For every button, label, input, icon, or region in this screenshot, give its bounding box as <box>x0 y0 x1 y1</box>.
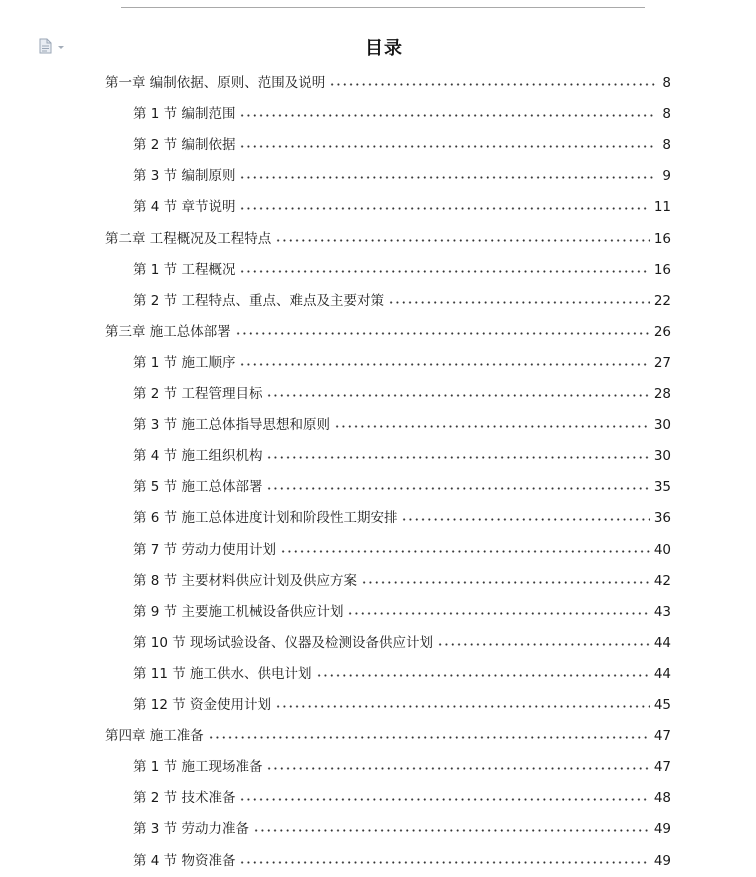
toc-dot-leader <box>239 797 649 802</box>
toc-dot-leader <box>388 300 650 305</box>
toc-entry-label: 第 11 节 施工供水、供电计划 <box>133 665 312 682</box>
toc-entry-label: 第三章 施工总体部署 <box>105 323 231 340</box>
toc-section-entry[interactable] <box>133 508 671 528</box>
toc-page-number: 27 <box>653 354 671 371</box>
toc-page-number: 43 <box>653 603 671 620</box>
toc-page-number: 26 <box>653 323 671 340</box>
toc-section-entry[interactable] <box>133 477 671 497</box>
toc-section-entry[interactable] <box>133 695 671 715</box>
toc-entry-label: 第 1 节 编制范围 <box>133 106 236 123</box>
toc-dot-leader <box>239 362 649 367</box>
toc-section-entry[interactable] <box>133 197 671 217</box>
toc-page-number: 40 <box>653 541 671 558</box>
toc-section-entry[interactable] <box>133 291 671 311</box>
toc-page-number: 28 <box>653 386 671 402</box>
toc-dot-leader <box>316 673 650 678</box>
toc-page-number: 8 <box>662 106 671 123</box>
toc-chapter-entry[interactable] <box>105 73 671 93</box>
toc-dot-leader <box>253 828 650 833</box>
toc-page-number: 16 <box>653 261 671 278</box>
toc-section-entry[interactable] <box>133 353 671 373</box>
toc-dot-leader <box>266 455 649 460</box>
toc-page-number: 36 <box>653 510 671 527</box>
toc-section-entry[interactable] <box>133 851 671 871</box>
toc-section-entry[interactable] <box>133 633 671 653</box>
toc-section-entry[interactable] <box>133 415 671 435</box>
toc-page-number: 49 <box>653 852 671 869</box>
toc-dot-leader <box>239 269 649 274</box>
toc-entry-label: 第 1 节 施工顺序 <box>133 354 236 371</box>
toc-entry-label: 第四章 施工准备 <box>105 728 204 745</box>
page-top-border <box>121 7 645 8</box>
toc-dot-leader <box>266 766 649 771</box>
toc-dot-leader <box>334 424 650 429</box>
toc-section-entry[interactable] <box>133 166 671 186</box>
toc-page-number: 47 <box>653 728 671 745</box>
toc-entry-label: 第 2 节 工程特点、重点、难点及主要对策 <box>133 292 384 309</box>
toc-entry-label: 第 3 节 施工总体指导思想和原则 <box>133 417 330 434</box>
toc-dot-leader <box>437 642 650 647</box>
toc-dot-leader <box>329 82 655 87</box>
toc-page-number: 42 <box>653 572 671 589</box>
toc-section-entry[interactable] <box>133 104 671 124</box>
toc-dot-leader <box>235 331 650 336</box>
toc-section-entry[interactable] <box>133 757 671 777</box>
toc-page-number: 45 <box>653 697 671 713</box>
toc-entry-label: 第 5 节 施工总体部署 <box>133 479 263 496</box>
toc-entry-label: 第 12 节 资金使用计划 <box>133 697 272 713</box>
toc-page-number: 30 <box>653 417 671 434</box>
toc-entry-label: 第 4 节 物资准备 <box>133 852 236 869</box>
toc-dot-leader <box>208 735 650 740</box>
toc-page-number: 44 <box>653 634 671 651</box>
toc-page-number: 47 <box>653 759 671 776</box>
toc-dot-leader <box>361 580 650 585</box>
toc-page-number: 49 <box>653 821 671 838</box>
toc-section-entry[interactable] <box>133 602 671 622</box>
toc-dot-leader <box>266 393 649 398</box>
toc-entry-label: 第 1 节 工程概况 <box>133 261 236 278</box>
toc-entry-label: 第 7 节 劳动力使用计划 <box>133 541 276 558</box>
toc-dot-leader <box>239 175 655 180</box>
toc-page-number: 8 <box>662 137 671 154</box>
toc-entry-label: 第 8 节 主要材料供应计划及供应方案 <box>133 572 357 589</box>
toc-dot-leader <box>239 144 655 149</box>
toc-entry-label: 第 4 节 施工组织机构 <box>133 448 263 465</box>
toc-page-number: 11 <box>653 199 671 216</box>
toc-section-entry[interactable] <box>133 788 671 808</box>
toc-section-entry[interactable] <box>133 571 671 591</box>
toc-entry-label: 第 10 节 现场试验设备、仪器及检测设备供应计划 <box>133 634 434 651</box>
toc-dot-leader <box>347 611 649 616</box>
toc-chapter-entry[interactable] <box>105 229 671 249</box>
toc-section-entry[interactable] <box>133 664 671 684</box>
toc-entry-label: 第 2 节 技术准备 <box>133 790 236 807</box>
toc-dot-leader <box>239 860 649 865</box>
toc-entry-label: 第 2 节 工程管理目标 <box>133 386 263 402</box>
toc-section-entry[interactable] <box>133 260 671 280</box>
toc-dot-leader <box>401 517 649 522</box>
toc-entry-label: 第 4 节 章节说明 <box>133 199 236 216</box>
toc-chapter-entry[interactable] <box>105 322 671 342</box>
toc-page-number: 9 <box>662 168 671 185</box>
toc-section-entry[interactable] <box>133 384 671 404</box>
toc-section-entry[interactable] <box>133 819 671 839</box>
toc-dot-leader <box>266 486 649 491</box>
toc-page-number: 48 <box>653 790 671 807</box>
toc-entry-label: 第 1 节 施工现场准备 <box>133 759 263 776</box>
toc-page-number: 16 <box>653 230 671 247</box>
toc-entry-label: 第 2 节 编制依据 <box>133 137 236 154</box>
toc-section-entry[interactable] <box>133 135 671 155</box>
toc-page-number: 35 <box>653 479 671 496</box>
toc-page-number: 30 <box>653 448 671 465</box>
toc-entry-label: 第 3 节 编制原则 <box>133 168 236 185</box>
toc-dot-leader <box>275 704 650 709</box>
toc-dot-leader <box>275 238 650 243</box>
toc-section-entry[interactable] <box>133 540 671 560</box>
toc-entry-label: 第 6 节 施工总体进度计划和阶段性工期安排 <box>133 510 398 527</box>
toc-entry-label: 第 3 节 劳动力准备 <box>133 821 249 838</box>
toc-dot-leader <box>239 206 649 211</box>
toc-dot-leader <box>280 549 650 554</box>
toc-page-number: 8 <box>662 75 671 91</box>
toc-entry-label: 第二章 工程概况及工程特点 <box>105 230 272 247</box>
toc-section-entry[interactable] <box>133 446 671 466</box>
toc-entry-label: 第一章 编制依据、原则、范围及说明 <box>105 75 326 91</box>
toc-page-number: 22 <box>653 292 671 309</box>
toc-entry-label: 第 9 节 主要施工机械设备供应计划 <box>133 603 344 620</box>
toc-title: 目录 <box>365 38 403 59</box>
toc-dot-leader <box>239 113 655 118</box>
toc-page-number: 44 <box>653 665 671 682</box>
toc-chapter-entry[interactable] <box>105 726 671 746</box>
